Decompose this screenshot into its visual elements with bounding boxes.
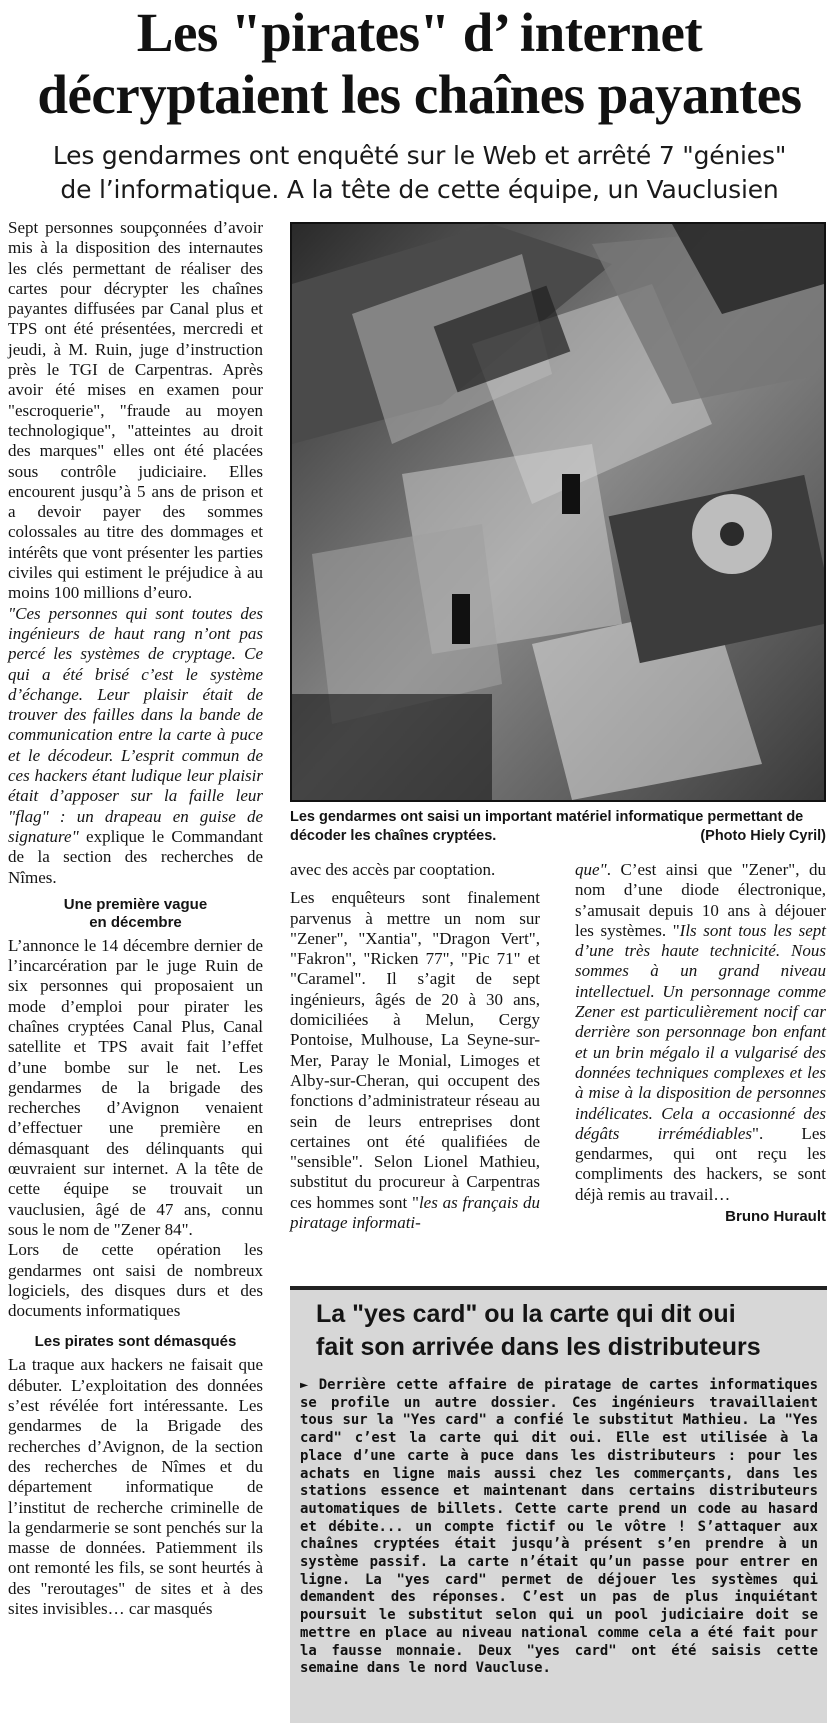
arrow-marker-icon: ► (300, 1377, 309, 1393)
column-2 (290, 860, 540, 1233)
caption-text: Les gendarmes ont saisi un important matériel informatique permettant de décoder les chaînes cryptées. (290, 809, 804, 844)
paragraph: L’annonce le 14 décembre dernier de l’incarcération par le juge Ruin de six personnes qui proposaient un mode d’emploi pour pirater les chaînes cryptées Canal Plus, Canal satellite et TPS avait fait l’effet d’une bombe sur le net. Les gendarmes de la brigade des recherches d’Avignon venaient d’effectuer une première en démasquant des délinquants qui œuvraient sur internet. A la tête de cette équipe se trouvait un vauclusien, âgé de 47 ans, connu sous le nom de "Zener 84". (8, 935, 263, 1239)
subhead-line-2: en décembre (89, 913, 182, 931)
headline (0, 2, 839, 126)
photo-caption (290, 808, 826, 846)
paragraph-text: ". Les gendarmes, qui ont reçu les compliments des hackers, se sont déjà remis au travail… (575, 1123, 826, 1204)
photo-credit: (Photo Hiely Cyril) (700, 828, 826, 844)
deck (0, 139, 839, 207)
quote-paragraph (8, 604, 263, 888)
paragraph (290, 888, 540, 1233)
deck-line-2: de l’informatique. A la tête de cette équipe, un Vauclusien (60, 175, 779, 204)
column-3 (575, 860, 826, 1227)
headline-line-1: Les "pirates" d’ internet (136, 2, 703, 63)
box-title-line-1: La "yes card" ou la carte qui dit oui (316, 1300, 736, 1328)
quote-text: "Ces personnes qui sont toutes des ingénieurs de haut rang n’ont pas percé les systèmes de cryptage. Ce qui a été brisé c’est le système d’échange. Leur plaisir était de trouver des failles dans la bande de communication entre la carte à puce et le décodeur. L’esprit commun de ces hackers étant ludique leur plaisir était d’apposer sur la faille leur "flag" : un drapeau en guise de signature" (8, 603, 263, 846)
paragraph-text: . C’est ainsi que "Zener", du nom d’une diode électronique, s’amusait depuis 10 ans à déjouer les systèmes. " (575, 860, 826, 940)
paragraph: Lors de cette opération les gendarmes ont saisi de nombreux logiciels, des disques durs et des documents informatiques (8, 1240, 263, 1321)
author-signature: Bruno Hurault (725, 1208, 826, 1226)
photo-image (292, 224, 824, 800)
column-1 (8, 218, 263, 1619)
evidence-photo (290, 222, 826, 802)
box-title-line-2: fait son arrivée dans les distributeurs (316, 1333, 761, 1361)
quote-attribution: explique le Commandant de la section des recherches de Nîmes. (8, 826, 263, 887)
subhead-pirates-demasques: Les pirates sont démasqués (34, 1333, 237, 1351)
headline-line-2: décryptaient les chaînes payantes (37, 64, 802, 125)
sidebar-box-title (316, 1298, 816, 1364)
subhead-line-1: Une première vague (63, 895, 208, 913)
paragraph: Sept personnes soupçonnées d’avoir mis à la disposition des internautes les clés permettant de réaliser des cartes pour décrypter les chaînes payantes diffusées par Canal plus et TPS ont été présentées, mercredi et jeudi, à M. Ruin, juge d’instruction près le TGI de Carpentras. Après avoir été mises en examen pour "escroquerie", "fraude au moyen technologique", "atteintes au droit des marques" elles ont été placées sous contrôle judiciaire. Elles encourent jusqu’à 5 ans de prison et a devoir payer des sommes colossales au titre des dommages et intérêts que vont présenter les parties civiles qui estiment le préjudice à au moins 100 millions d’euro. (8, 218, 263, 603)
subhead-premiere-vague (8, 896, 263, 932)
paragraph-text: Les enquêteurs sont finalement parvenus à mettre un nom sur "Zener", "Xantia", "Dragon Vert", "Fakron", "Ricken 77", "Pic 71" et "Caramel". Il s’agit de sept ingénieurs, âgés de 20 à 30 ans, domiciliées à Melun, Cergy Pontoise, Mulhouse, La Seyne-sur-Mer, Paray le Monial, Limoges et Alby-sur-Cheran, qui occupent des fonctions d’administrateur réseau au sein de leurs entreprises dont certaines ont été qualifiées de "sensible". Selon Lionel Mathieu, substitut du procureur à Carpentras ces hommes sont " (290, 888, 540, 1212)
quote-text: les as français du piratage informati- (290, 1192, 540, 1233)
quote-text: que" (575, 860, 607, 879)
paragraph: La traque aux hackers ne faisait que débuter. L’exploitation des données s’est révélée fort intéressante. Les gendarmes de la Brigade des recherches d’Avignon, de la section des recherches de Nîmes et du département informatique de l’institut de recherche criminelle de la gendarmerie se sont penchés sur la masse de données. Patiemment ils ont remonté les fils, se sont heurtés à des "reroutages" de sites et à des sites invisibles… car masqués (8, 1355, 263, 1618)
paragraph (575, 860, 826, 1205)
sidebar-box-body (300, 1377, 818, 1678)
box-body-text: Derrière cette affaire de piratage de cartes informatiques se profile un autre dossier. Ces ingénieurs travaillaient tous sur la "Yes card" a confié le substitut Mathieu. La "Yes card" c’est la carte qui dit oui. Elle est utilisée à la place d’une carte à puce dans les distributeurs : pour les achats en ligne mais aussi chez les commerçants, dans les stations essence et maintenant dans certains distributeurs automatiques de billets. Cette carte prend un code au hasard et débite... un compte fictif ou le vôtre ! S’attaquer aux chaînes cryptées était jusqu’à présent s’en prendre à un système passif. La carte n’était qu’un passe pour entrer en ligne. La "yes card" permet de déjouer les systèmes qui demandent des réponses. C’est un pas de plus inquiétant poursuit le substitut selon qui un pool judiciaire doit se mettre en place au niveau national comme cela a été fait pour la fausse monnaie. Deux "yes card" ont été saisis cette semaine dans le nord Vaucluse. (300, 1377, 818, 1677)
deck-line-1: Les gendarmes ont enquêté sur le Web et arrêté 7 "génies" (52, 141, 787, 170)
paragraph: avec des accès par cooptation. (290, 860, 496, 879)
quote-text: Ils sont tous les sept d’une très haute technicité. Nous sommes à un grand niveau intellectuel. Un personnage comme Zener est particulièrement nocif car derrière son personnage bon enfant et un brin mégalo il a vulgarisé des données techniques complexes et les à mise à la disposition de personnes indélicates. Cela a occasionné des dégâts irrémédiables (575, 920, 826, 1143)
